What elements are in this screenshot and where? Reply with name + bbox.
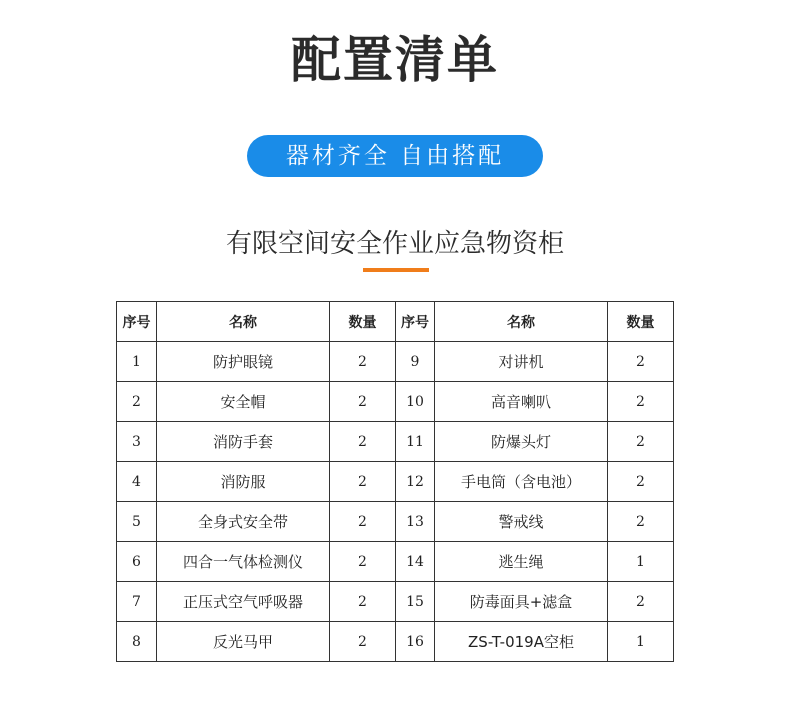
table-row — [117, 502, 674, 542]
cell-qty: 2 — [330, 382, 396, 422]
cell-no: 3 — [117, 422, 157, 462]
cell-qty: 1 — [608, 542, 674, 582]
header-no-left: 序号 — [117, 302, 157, 342]
section-subtitle: 有限空间安全作业应急物资柜 — [225, 229, 564, 259]
table-row — [117, 542, 674, 582]
cell-no: 15 — [396, 582, 435, 622]
config-table — [116, 301, 674, 662]
cell-name: 警戒线 — [435, 502, 608, 542]
cell-name: 消防服 — [157, 462, 330, 502]
cell-qty: 2 — [330, 502, 396, 542]
cell-no: 14 — [396, 542, 435, 582]
cell-name: 逃生绳 — [435, 542, 608, 582]
table-row — [117, 462, 674, 502]
cell-no: 8 — [117, 622, 157, 662]
table-row — [117, 422, 674, 462]
cell-qty: 2 — [330, 622, 396, 662]
cell-name: 反光马甲 — [157, 622, 330, 662]
cell-qty: 2 — [330, 422, 396, 462]
header-name-left: 名称 — [157, 302, 330, 342]
cell-name: 高音喇叭 — [435, 382, 608, 422]
cell-no: 9 — [396, 342, 435, 382]
header-qty-left: 数量 — [330, 302, 396, 342]
cell-qty: 1 — [608, 622, 674, 662]
header-name-right: 名称 — [435, 302, 608, 342]
cell-no: 6 — [117, 542, 157, 582]
cell-qty: 2 — [608, 502, 674, 542]
cell-no: 2 — [117, 382, 157, 422]
cell-name: 手电筒（含电池） — [435, 462, 608, 502]
cell-qty: 2 — [608, 342, 674, 382]
table-row — [117, 342, 674, 382]
cell-no: 10 — [396, 382, 435, 422]
cell-qty: 2 — [608, 382, 674, 422]
cell-qty: 2 — [608, 582, 674, 622]
cell-name: 安全帽 — [157, 382, 330, 422]
cell-name: 防爆头灯 — [435, 422, 608, 462]
cell-name: 防毒面具+滤盒 — [435, 582, 608, 622]
cell-no: 12 — [396, 462, 435, 502]
header-qty-right: 数量 — [608, 302, 674, 342]
cell-no: 1 — [117, 342, 157, 382]
cell-name: ZS-T-019A空柜 — [435, 622, 608, 662]
cell-no: 5 — [117, 502, 157, 542]
cell-name: 四合一气体检测仪 — [157, 542, 330, 582]
cell-no: 16 — [396, 622, 435, 662]
cell-qty: 2 — [608, 462, 674, 502]
cell-qty: 2 — [608, 422, 674, 462]
cell-name: 消防手套 — [157, 422, 330, 462]
table-header-row — [117, 302, 674, 342]
cell-no: 7 — [117, 582, 157, 622]
table-row — [117, 622, 674, 662]
cell-no: 13 — [396, 502, 435, 542]
cell-qty: 2 — [330, 342, 396, 382]
cell-no: 11 — [396, 422, 435, 462]
cell-name: 正压式空气呼吸器 — [157, 582, 330, 622]
subtitle-underline — [363, 268, 429, 272]
cell-qty: 2 — [330, 582, 396, 622]
cell-name: 对讲机 — [435, 342, 608, 382]
page-title: 配置清单 — [291, 31, 499, 89]
cell-name: 防护眼镜 — [157, 342, 330, 382]
cell-qty: 2 — [330, 542, 396, 582]
tagline-badge: 器材齐全 自由搭配 — [247, 135, 543, 177]
cell-name: 全身式安全带 — [157, 502, 330, 542]
table-row — [117, 582, 674, 622]
cell-qty: 2 — [330, 462, 396, 502]
cell-no: 4 — [117, 462, 157, 502]
header-no-right: 序号 — [396, 302, 435, 342]
table-row — [117, 382, 674, 422]
